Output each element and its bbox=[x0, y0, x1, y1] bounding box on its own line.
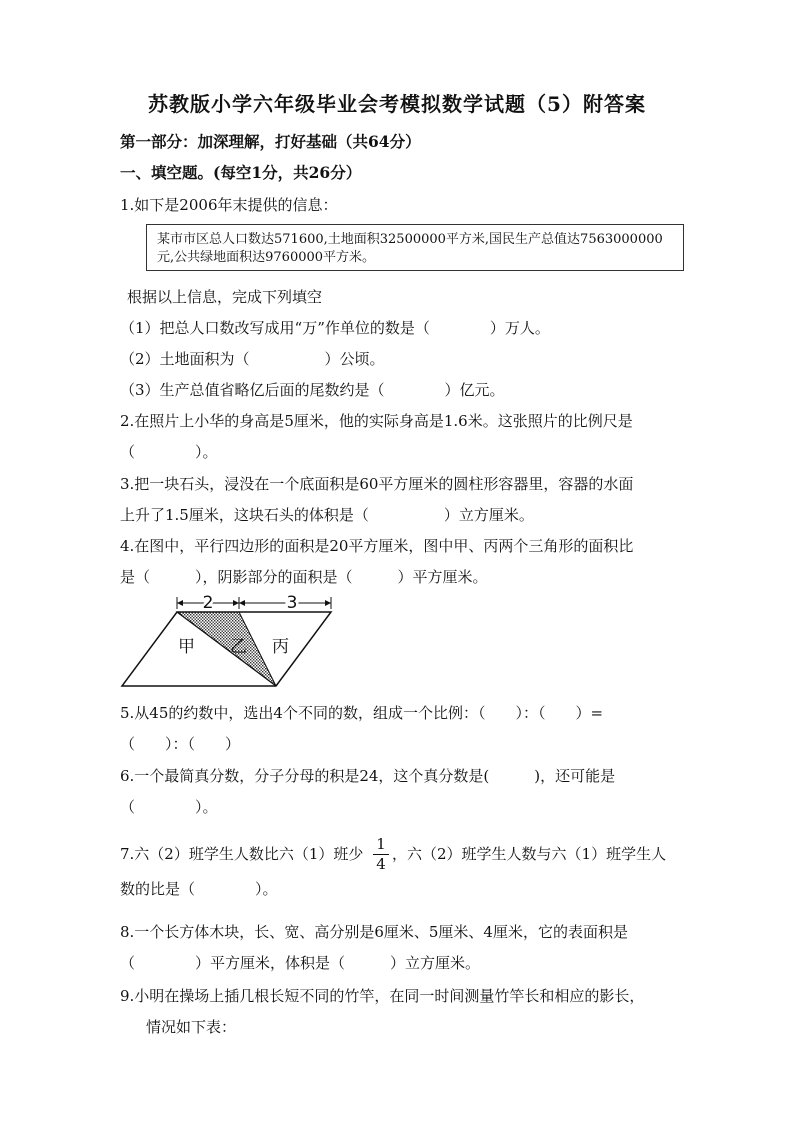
label-yi: 乙 bbox=[230, 637, 247, 657]
question-7-line-1b: ，六（2）班学生人数与六（1）班学生人 bbox=[392, 845, 667, 863]
label-bing: 丙 bbox=[272, 637, 289, 657]
part-heading: 第一部分：加深理解，打好基础（共64分） bbox=[120, 132, 421, 151]
question-7-line-2: 数的比是（ ）。 bbox=[120, 880, 278, 898]
question-4-line-2: 是（ ），阴影部分的面积是（ ）平方厘米。 bbox=[120, 568, 488, 586]
question-5-line-2: （ ）：（ ） bbox=[120, 735, 241, 753]
question-4-line-1: 4.在图中，平行四边形的面积是20平方厘米，图中甲、丙两个三角形的面积比 bbox=[120, 537, 634, 555]
section-heading: 一、填空题。(每空1分，共26分） bbox=[120, 163, 362, 182]
dimension-label-3: 3 bbox=[286, 593, 298, 613]
question-8-line-2: （ ）平方厘米，体积是（ ）立方厘米。 bbox=[120, 954, 481, 972]
page-title: 苏教版小学六年级毕业会考模拟数学试题（5）附答案 bbox=[148, 92, 646, 116]
question-1-intro: 根据以上信息，完成下列填空 bbox=[127, 288, 323, 306]
question-1-sub-1: （1）把总人口数改写成用“万”作单位的数是（ ）万人。 bbox=[120, 319, 550, 337]
question-1-sub-3: （3）生产总值省略亿后面的尾数约是（ ）亿元。 bbox=[120, 381, 505, 399]
question-3-line-2: 上升了1.5厘米，这块石头的体积是（ ）立方厘米。 bbox=[120, 506, 534, 524]
info-box bbox=[146, 224, 684, 271]
question-1-sub-2: （2）土地面积为（ ）公顷。 bbox=[120, 350, 385, 368]
question-3-line-1: 3.把一块石头，浸没在一个底面积是60平方厘米的圆柱形容器里，容器的水面 bbox=[120, 475, 634, 493]
question-6-line-1: 6.一个最简真分数，分子分母的积是24，这个真分数是( )，还可能是 bbox=[120, 767, 616, 785]
question-9-line-2: 情况如下表： bbox=[146, 1018, 237, 1036]
label-jia: 甲 bbox=[178, 637, 195, 657]
fraction-denominator: 4 bbox=[376, 855, 386, 873]
question-2-line-2: （ ）。 bbox=[120, 443, 218, 461]
question-9-line-1: 9.小明在操场上插几根长短不同的竹竿，在同一时间测量竹竿长和相应的影长， bbox=[120, 987, 645, 1005]
question-2-line-1: 2.在照片上小华的身高是5厘米，他的实际身高是1.6米。这张照片的比例尺是 bbox=[120, 412, 633, 430]
parallelogram-figure bbox=[118, 590, 338, 695]
fraction-one-quarter bbox=[373, 836, 389, 873]
question-8-line-1: 8.一个长方体木块，长、宽、高分别是6厘米、5厘米、4厘米，它的表面积是 bbox=[120, 923, 628, 941]
info-box-line-1: 某市市区总人口数达571600,土地面积32500000平方米,国民生产总值达7563000000 bbox=[157, 232, 663, 247]
question-7-line-1a: 7.六（2）班学生人数比六（1）班少 bbox=[120, 845, 364, 863]
info-box-line-2: 元,公共绿地面积达9760000平方米。 bbox=[157, 250, 376, 265]
question-6-line-2: （ ）。 bbox=[120, 798, 218, 816]
fraction-numerator: 1 bbox=[376, 835, 386, 853]
question-5-line-1: 5.从45的约数中，选出4个不同的数，组成一个比例：（ ）：（ ）= bbox=[120, 704, 604, 722]
question-1-stem: 1.如下是2006年末提供的信息： bbox=[120, 196, 338, 214]
dimension-label-2: 2 bbox=[202, 593, 214, 613]
